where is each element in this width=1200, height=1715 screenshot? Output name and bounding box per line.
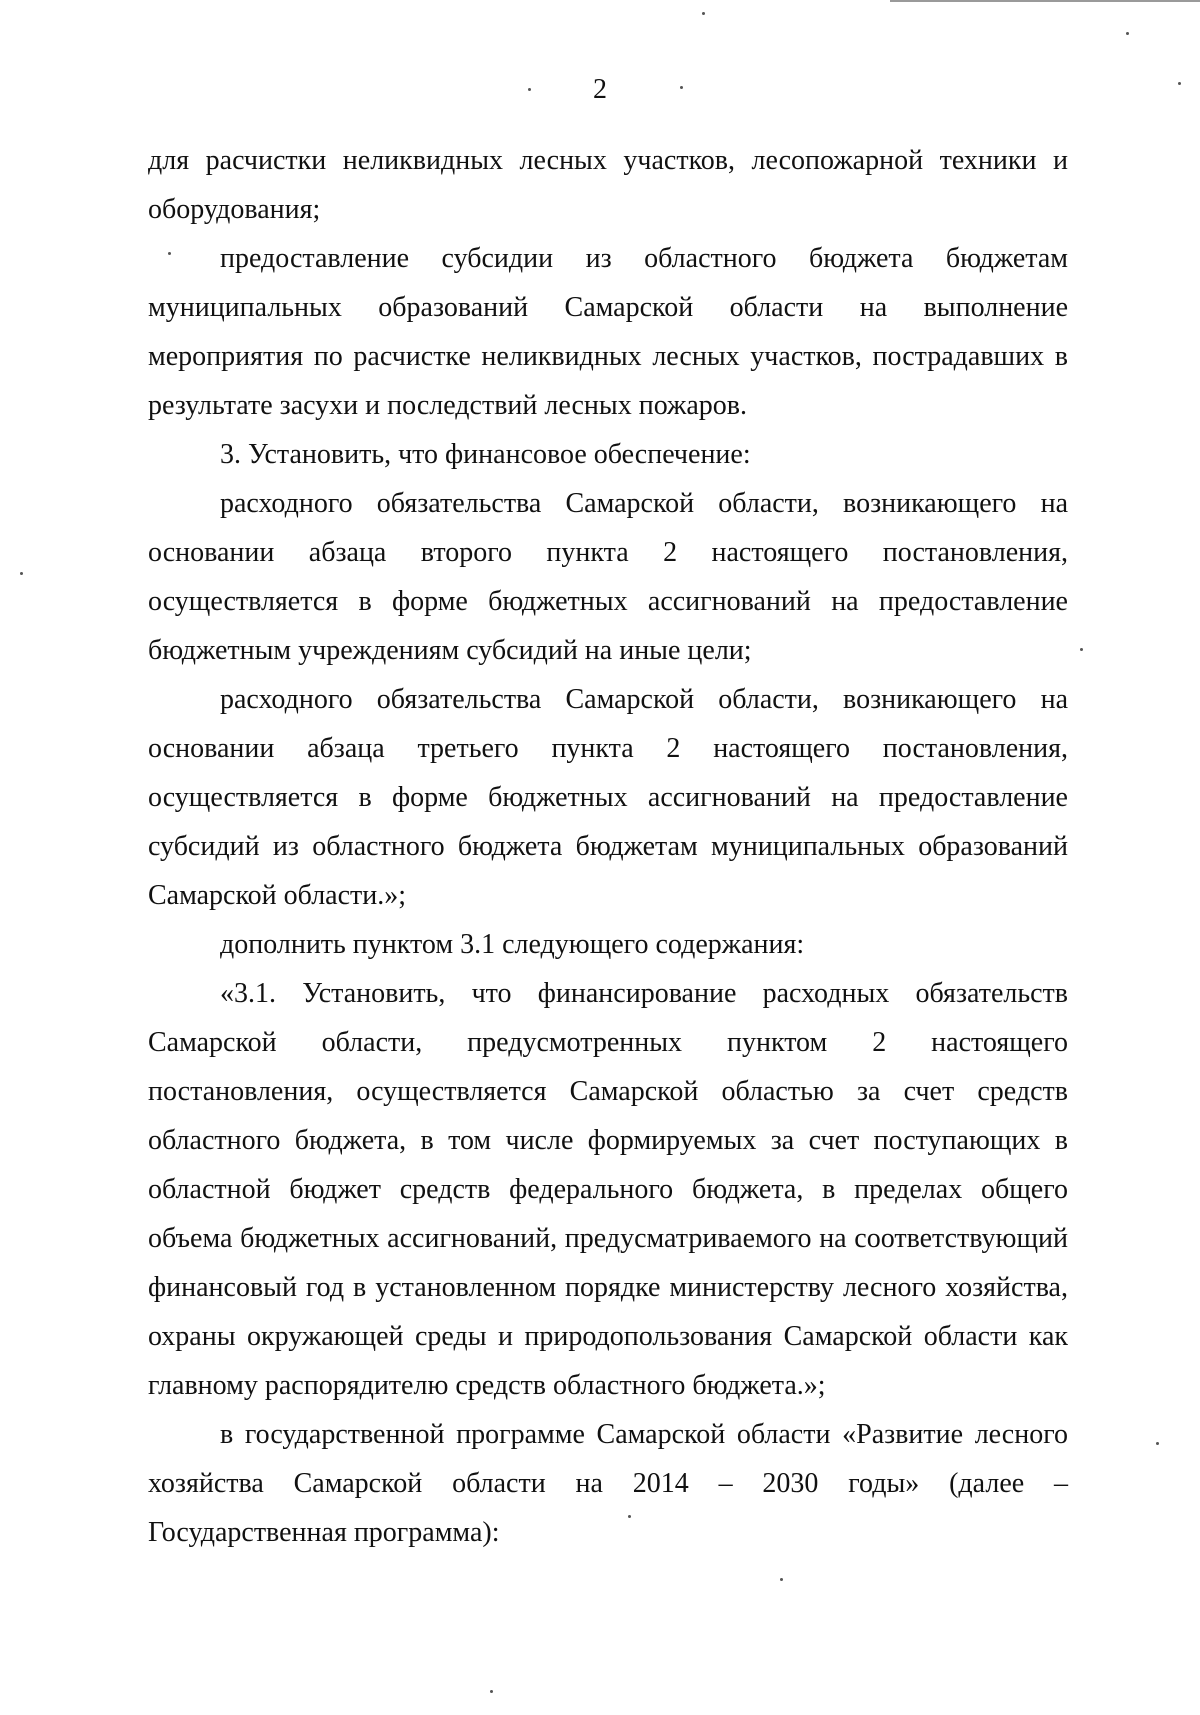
scan-speck: [1178, 82, 1181, 85]
scan-speck: [680, 86, 683, 89]
scan-speck: [1080, 648, 1083, 651]
scan-speck: [702, 12, 705, 15]
document-body: [148, 136, 1068, 1557]
scan-speck: [780, 1578, 783, 1581]
scan-speck: [1126, 32, 1129, 35]
scan-speck: [168, 252, 171, 255]
paragraph-5: расходного обязательства Самарской области, возникающего на основании абзаца третьего пункта 2 настоящего постановления, осуществляется в форме бюджетных ассигнований на предоставление субсидий из областного бюджета бюджетам муниципальных образований Самарской области.»;: [148, 684, 1068, 911]
scan-speck: [20, 572, 23, 575]
page-number: 2: [593, 74, 607, 105]
top-border-line: [890, 0, 1200, 2]
paragraph-6: дополнить пунктом 3.1 следующего содержания:: [220, 929, 805, 960]
paragraph-2: предоставление субсидии из областного бюджета бюджетам муниципальных образований Самарской области на выполнение мероприятия по расчистке неликвидных лесных участков, пострадавших в результате засухи и последствий лесных пожаров.: [148, 243, 1068, 421]
scan-speck: [628, 1515, 631, 1518]
paragraph-7: «3.1. Установить, что финансирование расходных обязательств Самарской области, предусмотренных пунктом 2 настоящего постановления, осуществляется Самарской областью за счет средств областного бюджета, в том числе формируемых за счет поступающих в областной бюджет средств федерального бюджета, в пределах общего объема бюджетных ассигнований, предусматриваемого на соответствующий финансовый год в установленном порядке министерству лесного хозяйства, охраны окружающей среды и природопользования Самарской области как главному распорядителю средств областного бюджета.»;: [148, 978, 1068, 1401]
paragraph-1: для расчистки неликвидных лесных участков, лесопожарной техники и оборудования;: [148, 145, 1068, 225]
scan-speck: [528, 88, 531, 91]
paragraph-4: расходного обязательства Самарской области, возникающего на основании абзаца второго пункта 2 настоящего постановления, осуществляется в форме бюджетных ассигнований на предоставление бюджетным учреждениям субсидий на иные цели;: [148, 488, 1068, 666]
scan-speck: [490, 1690, 493, 1693]
paragraph-8: в государственной программе Самарской области «Развитие лесного хозяйства Самарской области на 2014 – 2030 годы» (далее – Государственная программа):: [148, 1419, 1068, 1548]
scan-speck: [1156, 1442, 1159, 1445]
paragraph-3: 3. Установить, что финансовое обеспечение:: [220, 439, 751, 470]
